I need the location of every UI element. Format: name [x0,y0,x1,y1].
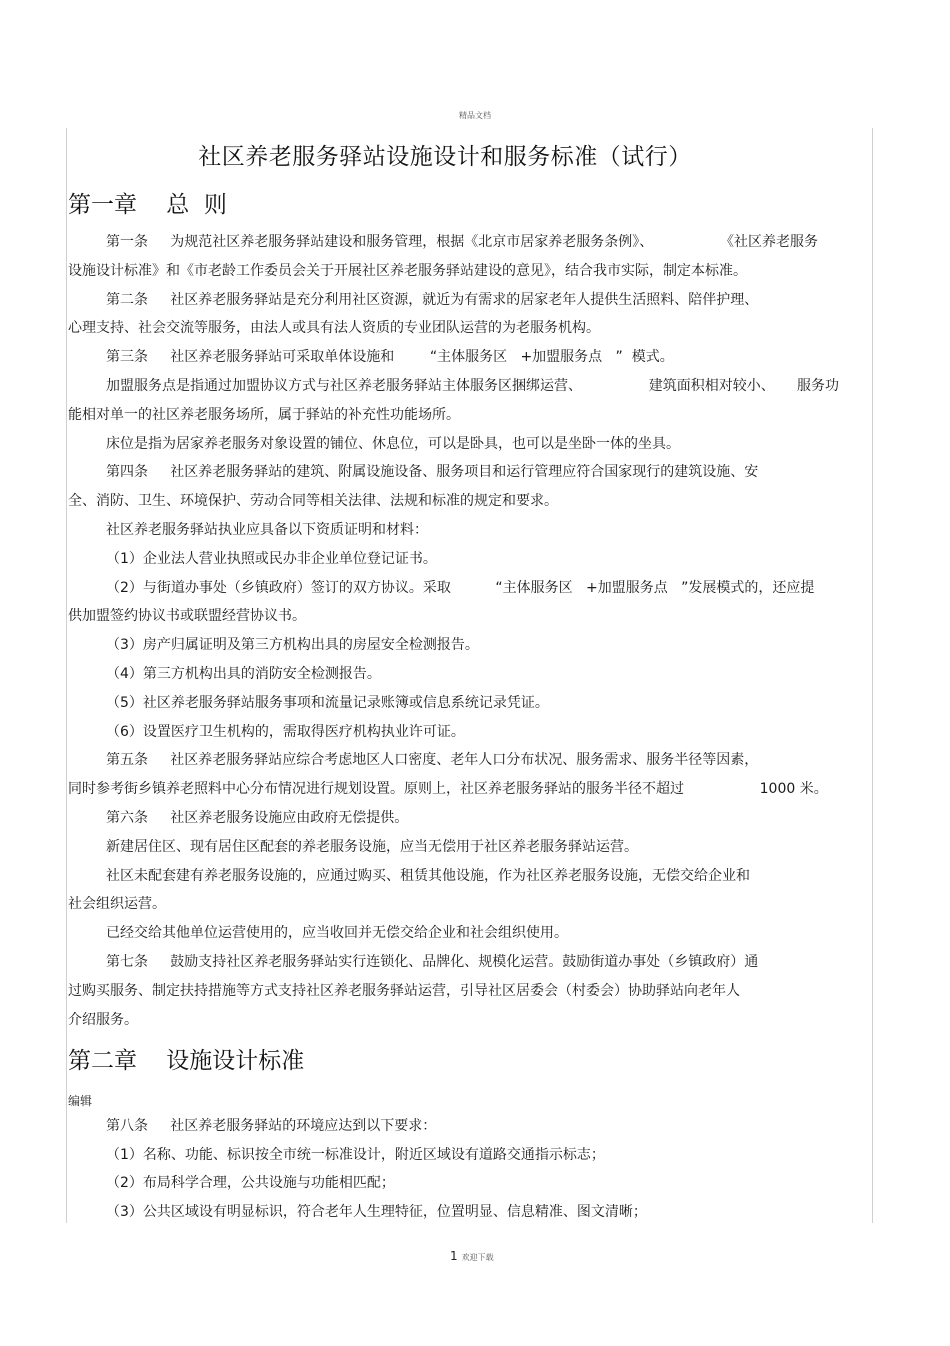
text-line: （1）企业法人营业执照或民办非企业单位登记证书。 [106,550,437,567]
text-line: 设施设计标准》和《市老龄工作委员会关于开展社区养老服务驿站建设的意见》，结合我市实际，制定本标准。 [68,262,747,279]
text-line: 第三条 社区养老服务驿站可采取单体设施和 “主体服务区 +加盟服务点 ” 模式。 [106,349,674,366]
text-line: 同时参考街乡镇养老照料中心分布情况进行规划设置。原则上，社区养老服务驿站的服务半径不超过 1000 米。 [68,781,828,798]
text-line: （4）第三方机构出具的消防安全检测报告。 [106,666,381,682]
chapter-1-heading: 第一章 总 则 [68,192,227,218]
text-line: 能相对单一的社区养老服务场所，属于驿站的补充性功能场所。 [68,406,460,423]
text-line: 社区未配套建有养老服务设施的，应通过购买、租赁其他设施，作为社区养老服务设施，无偿交给企业和 [106,867,750,884]
edit-label: 编辑 [68,1094,93,1108]
text-line: （2）布局科学合理，公共设施与功能相匹配； [106,1175,395,1191]
text-line: 介绍服务。 [68,1011,138,1028]
text-line: 第六条 社区养老服务设施应由政府无偿提供。 [106,810,409,826]
footer-note: 欢迎下载 [461,1253,494,1262]
text-line: （3）公共区域设有明显标识，符合老年人生理特征，位置明显、信息精准、图文清晰； [106,1203,647,1220]
text-line: 加盟服务点是指通过加盟协议方式与社区养老服务驿站主体服务区捆绑运营、 建筑面积相对较小、 服务功 [106,378,840,394]
text-line: （5）社区养老服务驿站服务事项和流量记录账簿或信息系统记录凭证。 [106,694,549,711]
text-line: 心理支持、社会交流等服务，由法人或具有法人资质的专业团队运营的为老服务机构。 [68,320,600,337]
text-line: （6）设置医疗卫生机构的，需取得医疗机构执业许可证。 [106,723,465,740]
page-footer [450,1249,494,1263]
text-line: （2）与街道办事处（乡镇政府）签订的双方协议。采取 “主体服务区 +加盟服务点 ”发展模式的，还应提 [106,579,815,596]
text-line: 社会组织运营。 [68,896,166,913]
page-left-border [66,128,67,1223]
text-line: 第四条 社区养老服务驿站的建筑、附属设施设备、服务项目和运行管理应符合国家现行的建筑设施、安 [106,464,759,481]
header-note: 精品文档 [459,111,491,120]
text-line: 第八条 社区养老服务驿站的环境应达到以下要求： [106,1118,437,1134]
text-line: （3）房产归属证明及第三方机构出具的房屋安全检测报告。 [106,637,479,654]
chapter-2-heading: 第二章 设施设计标准 [68,1048,305,1074]
document-title: 社区养老服务驿站设施设计和服务标准（试行） [198,144,692,170]
text-line: 第五条 社区养老服务驿站应综合考虑地区人口密度、老年人口分布状况、服务需求、服务半径等因素， [106,752,759,769]
text-line: 床位是指为居家养老服务对象设置的铺位、休息位，可以是卧具，也可以是坐卧一体的坐具。 [106,435,680,452]
page-number: 1 [450,1249,458,1263]
text-line: （1）名称、功能、标识按全市统一标准设计，附近区域设有道路交通指示标志； [106,1146,605,1163]
text-line: 供加盟签约协议书或联盟经营协议书。 [68,608,306,625]
text-line: 新建居住区、现有居住区配套的养老服务设施，应当无偿用于社区养老服务驿站运营。 [106,838,638,855]
text-line: 全、消防、卫生、环境保护、劳动合同等相关法律、法规和标准的规定和要求。 [68,493,558,510]
text-line: 第一条 为规范社区养老服务驿站建设和服务管理，根据《北京市居家养老服务条例》、 《社区养老服务 [106,234,819,250]
text-line: 过购买服务、制定扶持措施等方式支持社区养老服务驿站运营，引导社区居委会（村委会）协助驿站向老年人 [68,982,740,999]
text-line: 社区养老服务驿站执业应具备以下资质证明和材料： [106,522,428,538]
page-right-border [872,128,873,1223]
text-line: 已经交给其他单位运营使用的，应当收回并无偿交给企业和社会组织使用。 [106,925,568,942]
text-line: 第二条 社区养老服务驿站是充分利用社区资源，就近为有需求的居家老年人提供生活照料、陪伴护理、 [106,291,759,308]
text-line: 第七条 鼓励支持社区养老服务驿站实行连锁化、品牌化、规模化运营。鼓励街道办事处（乡镇政府）通 [106,954,759,970]
